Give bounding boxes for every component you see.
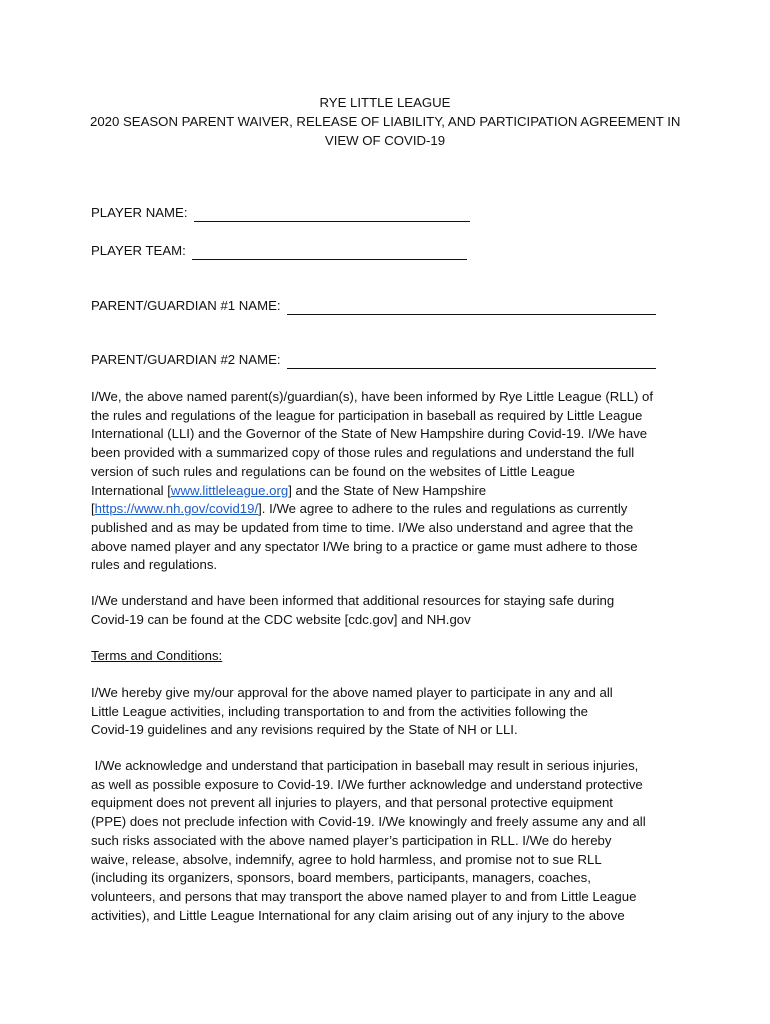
paragraph-approval (91, 684, 691, 740)
player-name-field (91, 204, 470, 222)
player-team-field (91, 242, 467, 260)
nh-covid-link[interactable]: https://www.nh.gov/covid19/ (94, 501, 259, 517)
text-line: published and as may be updated from time to time. I/We also understand and agree that the (91, 519, 634, 535)
paragraph-informed (91, 388, 691, 575)
text-segment: International [ (91, 482, 171, 498)
text-segment: ] and the State of New Hampshire (288, 482, 487, 498)
text-segment: [ (91, 501, 95, 517)
text-line: Covid-19 guidelines and any revisions required by the State of NH or LLI. (91, 722, 518, 738)
text-line: been provided with a summarized copy of those rules and regulations and understand the full (91, 445, 635, 461)
guardian2-name-field (91, 351, 656, 369)
guardian2-name-line[interactable] (287, 354, 656, 369)
text-line: Covid-19 can be found at the CDC website [cdc.gov] and NH.gov (91, 611, 471, 627)
guardian1-name-field (91, 297, 656, 315)
text-line: such risks associated with the above named player’s participation in RLL. I/We do hereby (91, 832, 612, 848)
text-line: Little League activities, including transportation to and from the activities following the (91, 703, 589, 719)
player-team-line[interactable] (192, 245, 467, 260)
guardian1-name-label: PARENT/GUARDIAN #1 NAME: (91, 298, 281, 313)
guardian2-name-label: PARENT/GUARDIAN #2 NAME: (91, 352, 281, 367)
text-line: above named player and any spectator I/We bring to a practice or game must adhere to those (91, 538, 638, 554)
title-line-3: VIEW OF COVID-19 (324, 133, 446, 148)
player-team-label: PLAYER TEAM: (91, 243, 186, 258)
text-line: International (LLI) and the Governor of the State of New Hampshire during Covid-19. I/We have (91, 426, 648, 442)
text-segment: ]. I/We agree to adhere to the rules and regulations as currently (258, 501, 628, 517)
text-line: as well as possible exposure to Covid-19. I/We further acknowledge and understand protective (91, 776, 643, 792)
text-line: the rules and regulations of the league for participation in baseball as required by Little League (91, 407, 643, 423)
text-line-with-link (91, 500, 691, 519)
paragraph-resources (91, 592, 691, 629)
player-name-line[interactable] (194, 207, 470, 222)
text-line: equipment does not prevent all injuries to players, and that personal protective equipment (91, 795, 613, 811)
paragraph-acknowledge (91, 757, 691, 925)
text-line: version of such rules and regulations can be found on the websites of Little League (91, 463, 575, 479)
guardian1-name-line[interactable] (287, 300, 656, 315)
littleleague-link[interactable]: www.littleleague.org (170, 482, 289, 498)
document-title (90, 93, 680, 150)
text-line-with-link (91, 482, 691, 501)
text-line: activities), and Little League International for any claim arising out of any injury to the above (91, 907, 625, 923)
text-line: I/We, the above named parent(s)/guardian(s), have been informed by Rye Little League (RLL) of (91, 389, 654, 404)
text-line: (PPE) does not preclude infection with Covid-19. I/We knowingly and freely assume any and all (91, 814, 646, 830)
text-line: I/We hereby give my/our approval for the above named player to participate in any and all (91, 685, 613, 700)
text-line: I/We understand and have been informed that additional resources for staying safe during (91, 593, 615, 608)
text-line: waive, release, absolve, indemnify, agree to hold harmless, and promise not to sue RLL (91, 851, 602, 867)
text-line: volunteers, and persons that may transport the above named player to and from Little League (91, 888, 637, 904)
text-line: (including its organizers, sponsors, board members, participants, managers, coaches, (91, 870, 591, 886)
text-line: rules and regulations. (91, 557, 218, 573)
title-line-2: 2020 SEASON PARENT WAIVER, RELEASE OF LIABILITY, AND PARTICIPATION AGREEMENT IN (90, 114, 681, 129)
title-line-1: RYE LITTLE LEAGUE (319, 95, 451, 110)
player-name-label: PLAYER NAME: (91, 205, 188, 220)
terms-heading: Terms and Conditions: (91, 648, 223, 663)
text-line: I/We acknowledge and understand that participation in baseball may result in serious injuries, (91, 758, 639, 773)
